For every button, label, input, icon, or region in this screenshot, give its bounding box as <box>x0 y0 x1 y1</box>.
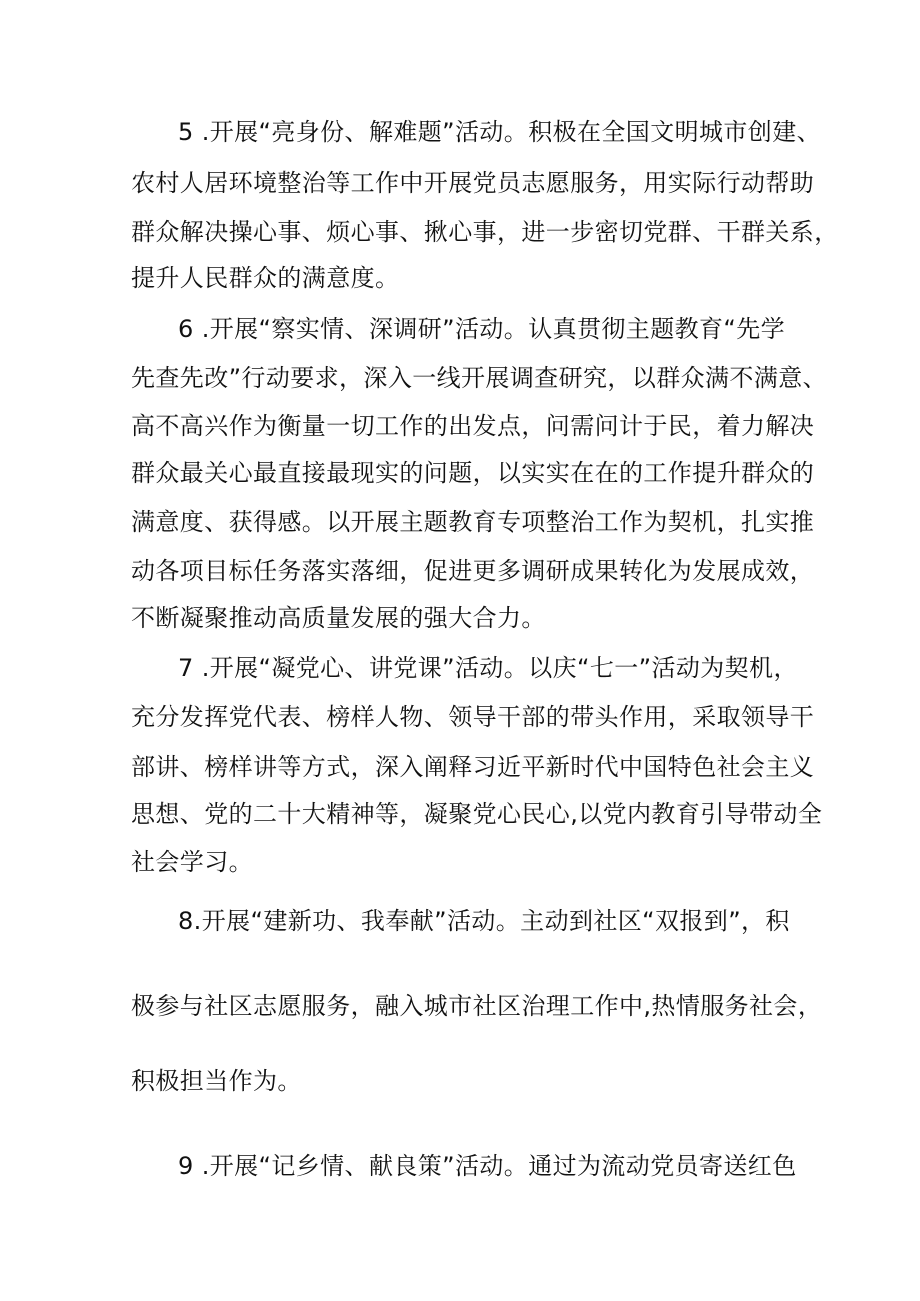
paragraph-5-line-2: 农村人居环境整治等工作中开展党员志愿服务，用实际行动帮助 <box>131 169 815 197</box>
paragraph-7-line-2: 充分发挥党代表、榜样人物、领导干部的带头作用，采取领导干 <box>131 703 815 731</box>
paragraph-7-line-3: 部讲、榜样讲等方式，深入阐释习近平新时代中国特色社会主义 <box>131 753 815 781</box>
paragraph-5-line-3: 群众解决操心事、烦心事、揪心事，进一步密切党群、干群关系， <box>131 218 839 246</box>
paragraph-7-line-1: 7 .开展“凝党心、讲党课”活动。以庆“七一”活动为契机， <box>178 654 798 682</box>
paragraph-6-line-4: 群众最关心最直接最现实的问题，以实实在在的工作提升群众的 <box>131 459 815 487</box>
paragraph-6-line-1: 6 .开展“察实情、深调研”活动。认真贯彻主题教育“先学 <box>178 315 786 343</box>
paragraph-6-line-7: 不断凝聚推动高质量发展的强大合力。 <box>131 604 546 632</box>
paragraph-8-line-1: 8.开展“建新功、我奉献”活动。主动到社区“双报到”，积 <box>178 907 790 935</box>
paragraph-5-line-4: 提升人民群众的满意度。 <box>131 264 400 292</box>
paragraph-6-line-2: 先查先改”行动要求，深入一线开展调查研究，以群众满不满意、 <box>131 364 828 392</box>
paragraph-8-line-3: 积极担当作为。 <box>131 1067 302 1095</box>
paragraph-7-line-4: 思想、党的二十大精神等，凝聚党心民心,以党内教育引导带动全 <box>131 800 823 828</box>
paragraph-6-line-5: 满意度、获得感。以开展主题教育专项整治工作为契机，扎实推 <box>131 508 815 536</box>
paragraph-8-line-2: 极参与社区志愿服务，融入城市社区治理工作中,热情服务社会， <box>131 992 823 1020</box>
paragraph-5-line-1: 5 .开展“亮身份、解难题”活动。积极在全国文明城市创建、 <box>178 118 821 146</box>
paragraph-9-line-1: 9 .开展“记乡情、献良策”活动。通过为流动党员寄送红色 <box>178 1152 797 1180</box>
paragraph-6-line-3: 高不高兴作为衡量一切工作的出发点，问需问计于民，着力解决 <box>131 412 815 440</box>
paragraph-6-line-6: 动各项目标任务落实落细，促进更多调研成果转化为发展成效， <box>131 557 815 585</box>
paragraph-7-line-5: 社会学习。 <box>131 848 253 876</box>
